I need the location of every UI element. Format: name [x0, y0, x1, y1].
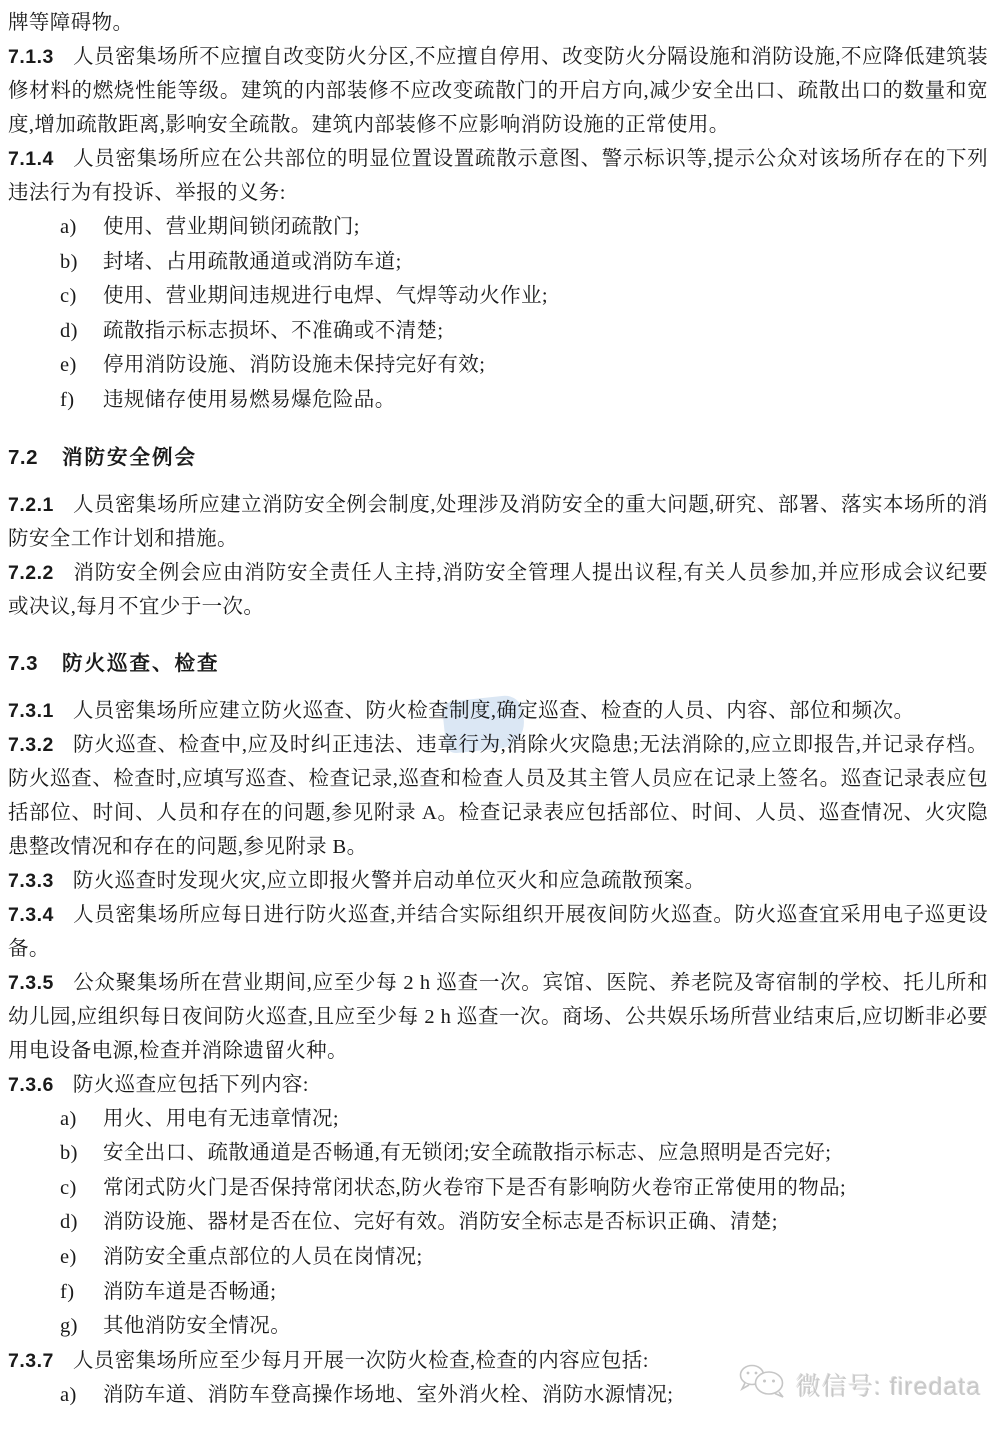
clause-number: 7.1.4 — [8, 148, 54, 170]
clause-7.2.2 — [8, 556, 988, 624]
list-item-text: 使用、营业期间违规进行电焊、气焊等动火作业; — [103, 285, 548, 308]
list-item-text: 违规储存使用易燃易爆危险品。 — [103, 388, 396, 411]
list-item-text: 安全出口、疏散通道是否畅通,有无锁闭;安全疏散指示标志、应急照明是否完好; — [103, 1142, 832, 1165]
clause-number: 7.3.5 — [8, 971, 54, 994]
clause-text: 防火巡查时发现火灾,应立即报火警并启动单位灭火和应急疏散预案。 — [72, 869, 706, 892]
clause-number: 7.3.3 — [8, 869, 54, 892]
list-item-d — [8, 314, 988, 349]
list-item-letter: f) — [60, 1280, 75, 1303]
list-item-e — [8, 1240, 988, 1275]
list-item-letter: a) — [60, 1383, 77, 1406]
list-item-text: 消防安全重点部位的人员在岗情况; — [103, 1245, 423, 1268]
list-item-text: 消防车道是否畅通; — [103, 1280, 277, 1303]
clause-number: 7.3.4 — [8, 903, 54, 926]
list-item-letter: a) — [60, 1107, 77, 1130]
list-item-text: 疏散指示标志损坏、不准确或不清楚; — [103, 319, 444, 342]
list-item-g — [8, 1309, 988, 1344]
list-item-c — [8, 1171, 988, 1206]
clause-7.3.5 — [8, 966, 988, 1068]
clause-7.3.1 — [8, 694, 988, 728]
list-item-text: 用火、用电有无违章情况; — [103, 1107, 339, 1130]
clause-text: 人员密集场所应每日进行防火巡查,并结合实际组织开展夜间防火巡查。防火巡查宜采用电子巡更设备。 — [8, 903, 988, 960]
list-item-text: 其他消防安全情况。 — [103, 1315, 292, 1338]
list-item-letter: d) — [60, 319, 78, 342]
wechat-watermark-label: 微信号: firedata — [796, 1372, 982, 1401]
clause-number: 7.1.3 — [8, 46, 54, 68]
list-item-letter: c) — [60, 285, 77, 308]
clause-7.3.3 — [8, 864, 988, 898]
paragraph-fragment — [8, 6, 988, 40]
list-item-b — [8, 245, 988, 280]
clause-7.3.6 — [8, 1068, 988, 1102]
list-item-letter: e) — [60, 354, 77, 377]
list-item-text: 停用消防设施、消防设施未保持完好有效; — [103, 354, 486, 377]
list-item-b — [8, 1136, 988, 1171]
list-item-f — [8, 383, 988, 418]
clause-text: 人员密集场所应至少每月开展一次防火检查,检查的内容应包括: — [72, 1349, 649, 1372]
clause-7.1.4 — [8, 142, 988, 210]
wechat-watermark — [738, 1363, 981, 1406]
list-item-letter: d) — [60, 1211, 78, 1234]
paragraph-text: 牌等障碍物。 — [8, 12, 134, 34]
section-number: 7.3 — [8, 651, 38, 675]
list-item-text: 消防车道、消防车登高操作场地、室外消火栓、消防水源情况; — [103, 1383, 674, 1406]
section-title: 防火巡查、检查 — [62, 651, 220, 675]
wechat-icon — [738, 1363, 788, 1406]
clause-number: 7.3.6 — [8, 1073, 54, 1096]
clause-text: 防火巡查应包括下列内容: — [72, 1073, 309, 1096]
clause-7.3.4 — [8, 898, 988, 966]
clause-7.2.1 — [8, 488, 988, 556]
list-item-a — [8, 1102, 988, 1137]
list-item-letter: b) — [60, 1142, 78, 1165]
section-heading-7.3 — [8, 647, 988, 681]
list-item-letter: a) — [60, 216, 77, 238]
list-item-letter: b) — [60, 250, 78, 273]
list-item-f — [8, 1275, 988, 1310]
section-number: 7.2 — [8, 445, 38, 469]
clause-7.3.2 — [8, 728, 988, 864]
clause-text: 消防安全例会应由消防安全责任人主持,消防安全管理人提出议程,有关人员参加,并应形成会议纪要或决议,每月不宜少于一次。 — [8, 561, 988, 618]
list-item-e — [8, 348, 988, 383]
section-heading-7.2 — [8, 441, 988, 475]
list-item-text: 使用、营业期间锁闭疏散门; — [103, 216, 360, 238]
clause-number: 7.3.1 — [8, 699, 54, 722]
clause-number: 7.2.2 — [8, 561, 54, 584]
list-item-letter: g) — [60, 1315, 78, 1338]
clause-text: 防火巡查、检查中,应及时纠正违法、违章行为,消除火灾隐患;无法消除的,应立即报告,并记录存档。防火巡查、检查时,应填写巡查、检查记录,巡查和检查人员及其主管人员应在记录上签名。巡查记录表应包括部位、时间、人员和存在的问题,参见附录 A。检查记录表应包括部位、时间、人员、巡查情况、火灾隐患整改情况和存在的问题,参见附录 B。 — [8, 733, 988, 858]
clause-text: 人员密集场所应建立消防安全例会制度,处理涉及消防安全的重大问题,研究、部署、落实本场所的消防安全工作计划和措施。 — [8, 493, 988, 550]
list-item-d — [8, 1205, 988, 1240]
section-title: 消防安全例会 — [62, 445, 197, 469]
list-item-c — [8, 279, 988, 314]
list-item-text: 消防设施、器材是否在位、完好有效。消防安全标志是否标识正确、清楚; — [103, 1211, 778, 1234]
list-item-letter: e) — [60, 1245, 77, 1268]
clause-7.1.3 — [8, 40, 988, 142]
clause-text: 公众聚集场所在营业期间,应至少每 2 h 巡查一次。宾馆、医院、养老院及寄宿制的学校、托儿所和幼儿园,应组织每日夜间防火巡查,且应至少每 2 h 巡查一次。商场、公共娱乐场所营业结束后,应切断非必要用电设备电源,检查并消除遗留火种。 — [8, 971, 988, 1062]
list-item-letter: f) — [60, 388, 75, 411]
clause-number: 7.3.2 — [8, 733, 54, 756]
list-item-text: 封堵、占用疏散通道或消防车道; — [103, 250, 402, 273]
clause-number: 7.2.1 — [8, 493, 54, 516]
list-item-a — [8, 210, 988, 245]
clause-text: 人员密集场所应建立防火巡查、防火检查制度,确定巡查、检查的人员、内容、部位和频次。 — [72, 699, 915, 722]
clause-number: 7.3.7 — [8, 1349, 54, 1372]
clause-text: 人员密集场所不应擅自改变防火分区,不应擅自停用、改变防火分隔设施和消防设施,不应降低建筑装修材料的燃烧性能等级。建筑的内部装修不应改变疏散门的开启方向,减少安全出口、疏散出口的数量和宽度,增加疏散距离,影响安全疏散。建筑内部装修不应影响消防设施的正常使用。 — [8, 46, 988, 136]
list-item-letter: c) — [60, 1176, 77, 1199]
list-item-text: 常闭式防火门是否保持常闭状态,防火卷帘下是否有影响防火卷帘正常使用的物品; — [103, 1176, 847, 1199]
clause-text: 人员密集场所应在公共部位的明显位置设置疏散示意图、警示标识等,提示公众对该场所存在的下列违法行为有投诉、举报的义务: — [8, 148, 988, 204]
